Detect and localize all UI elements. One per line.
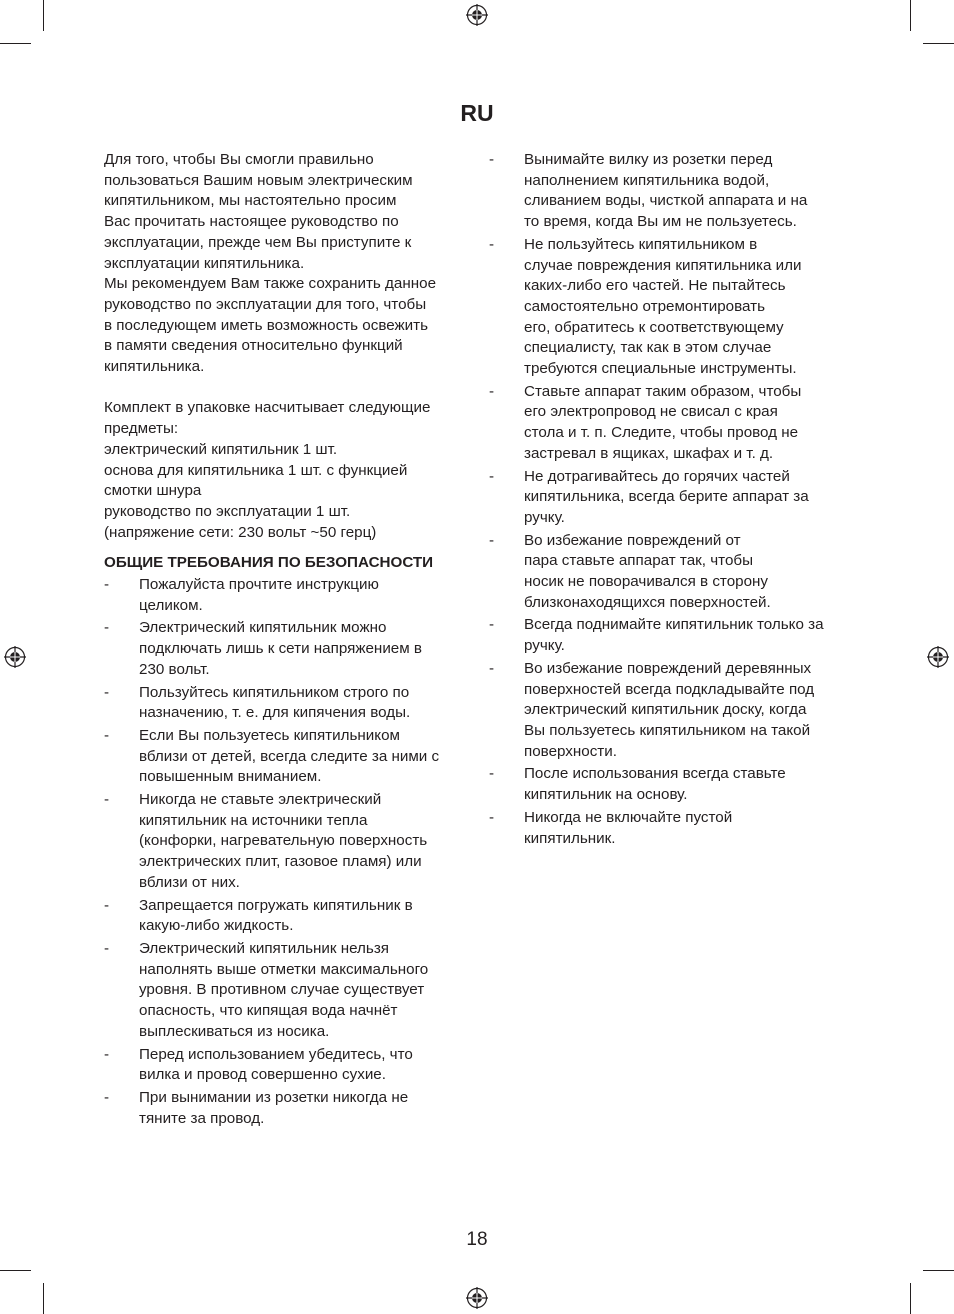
list-item-text: Пользуйтесь кипятильником строго по назначению, т. е. для кипячения воды. [139, 683, 411, 722]
list-item-text: Вынимайте вилку из розетки перед наполнением кипятильника водой, сливанием воды, чисткой аппарата и на то время, когда Вы им не пользуетесь. [524, 151, 808, 231]
crop-mark [910, 1283, 911, 1314]
list-item-text: Не пользуйтесь кипятильником в случае повреждения кипятильника или каких-либо его частей. Не пытайтесь самостоятельно отремонтировать его, обратитесь к соответствующему специалисту, так как в этом случае требуются специальные инструменты. [524, 235, 802, 378]
list-item [104, 1088, 466, 1129]
list-item [104, 896, 466, 937]
bullet-dash: - [104, 940, 110, 957]
bullet-dash: - [489, 235, 495, 253]
bullet-dash: - [489, 382, 495, 400]
list-item [489, 659, 854, 763]
list-item [489, 150, 854, 233]
bullet-dash: - [104, 896, 110, 914]
bullet-dash: - [489, 151, 495, 168]
list-item [489, 615, 854, 656]
bullet-dash: - [489, 616, 495, 634]
list-item [489, 531, 854, 614]
safety-list-left [104, 575, 466, 1129]
list-item-text: Во избежание повреждений от пара ставьте аппарат так, чтобы носик не поворачивался в сторону близконаходящихся поверхностей. [524, 531, 771, 611]
registration-mark-icon [466, 1287, 488, 1309]
registration-mark-icon [466, 4, 488, 26]
list-item-text: Ставьте аппарат таким образом, чтобы его электропровод не свисал с края стола и т. п. Следите, чтобы провод не застревал в ящиках, шкафах и т. д. [524, 382, 802, 462]
list-item-text: Электрический кипятильник нельзя наполнять выше отметки максимального уровня. В противном случае существует опасность, что кипящая вода начнёт выплескиваться из носика. [139, 940, 429, 1040]
bullet-dash: - [104, 576, 110, 594]
list-item-text: Если Вы пользуетесь кипятильником вблизи от детей, всегда следите за ними с повышенным вниманием. [139, 726, 440, 786]
language-heading: RU [460, 100, 494, 126]
bullet-dash: - [104, 791, 110, 809]
bullet-dash: - [489, 659, 495, 677]
registration-mark-icon [4, 646, 26, 668]
bullet-dash: - [489, 531, 495, 549]
paragraph-spacer [104, 378, 466, 399]
list-item [489, 467, 854, 529]
list-item [489, 382, 854, 465]
bullet-dash: - [104, 683, 110, 701]
crop-mark [923, 1270, 954, 1271]
list-item [489, 235, 854, 380]
right-column [489, 150, 854, 851]
list-item-text: Запрещается погружать кипятильник в какую-либо жидкость. [139, 896, 413, 935]
list-item [104, 683, 466, 724]
bullet-dash: - [104, 1088, 110, 1106]
bullet-dash: - [104, 726, 110, 744]
bullet-dash: - [104, 619, 110, 637]
bullet-dash: - [104, 1045, 110, 1063]
list-item-text: Во избежание повреждений деревянных поверхностей всегда подкладывайте под электрический кипятильник доску, когда Вы пользуетесь кипятильником на такой поверхности. [524, 659, 815, 760]
list-item-text: Никогда не включайте пустой кипятильник. [524, 808, 733, 847]
crop-mark [43, 0, 44, 31]
crop-mark [0, 43, 31, 44]
list-item-text: Электрический кипятильник можно подключать лишь к сети напряжением в 230 вольт. [139, 619, 422, 678]
list-item-text: Всегда поднимайте кипятильник только за ручку. [524, 616, 824, 655]
crop-mark [0, 1270, 31, 1271]
crop-mark [923, 43, 954, 44]
list-item [104, 790, 466, 894]
list-item [104, 575, 466, 616]
registration-mark-icon [927, 646, 949, 668]
left-column [104, 150, 466, 1131]
list-item [104, 726, 466, 788]
intro-paragraph: Для того, чтобы Вы смогли правильно пользоваться Вашим новым электрическим кипятильником, мы настоятельно просим Вас прочитать настоящее руководство по эксплуатации, прежде чем Вы приступите к эксплуатации кипятильника. Мы рекомендуем Вам также сохранить данное руководство по эксплуатации для того, чтобы в последующем иметь возможность освежить в памяти сведения относительно функций кипятильника. [104, 151, 437, 376]
list-item [489, 764, 854, 805]
safety-list-right [489, 150, 854, 849]
bullet-dash: - [489, 808, 495, 826]
crop-mark [910, 0, 911, 31]
page-number: 18 [466, 1229, 488, 1250]
bullet-dash: - [489, 467, 495, 485]
list-item-text: Не дотрагивайтесь до горячих частей кипятильника, всегда берите аппарат за ручку. [524, 467, 809, 526]
crop-mark [43, 1283, 44, 1314]
list-item [104, 618, 466, 680]
list-item [489, 808, 854, 849]
list-item [104, 1045, 466, 1086]
list-item-text: После использования всегда ставьте кипятильник на основу. [524, 765, 786, 804]
package-contents-paragraph: Комплект в упаковке насчитывает следующие предметы: электрический кипятильник 1 шт. основа для кипятильника 1 шт. с функцией смотки шнура руководство по эксплуатации 1 шт. (напряжение сети: 230 вольт ~50 герц) [104, 399, 431, 541]
list-item-text: При вынимании из розетки никогда не тяните за провод. [139, 1088, 409, 1127]
bullet-dash: - [489, 765, 495, 783]
list-item-text: Никогда не ставьте электрический кипятильник на источники тепла (конфорки, нагревательную поверхность электрических плит, газовое пламя) или вблизи от них. [139, 791, 428, 891]
list-item [104, 939, 466, 1043]
list-item-text: Перед использованием убедитесь, что вилка и провод совершенно сухие. [139, 1045, 413, 1084]
safety-heading: ОБЩИЕ ТРЕБОВАНИЯ ПО БЕЗОПАСНОСТИ [104, 554, 434, 572]
list-item-text: Пожалуйста прочтите инструкцию целиком. [139, 576, 379, 614]
